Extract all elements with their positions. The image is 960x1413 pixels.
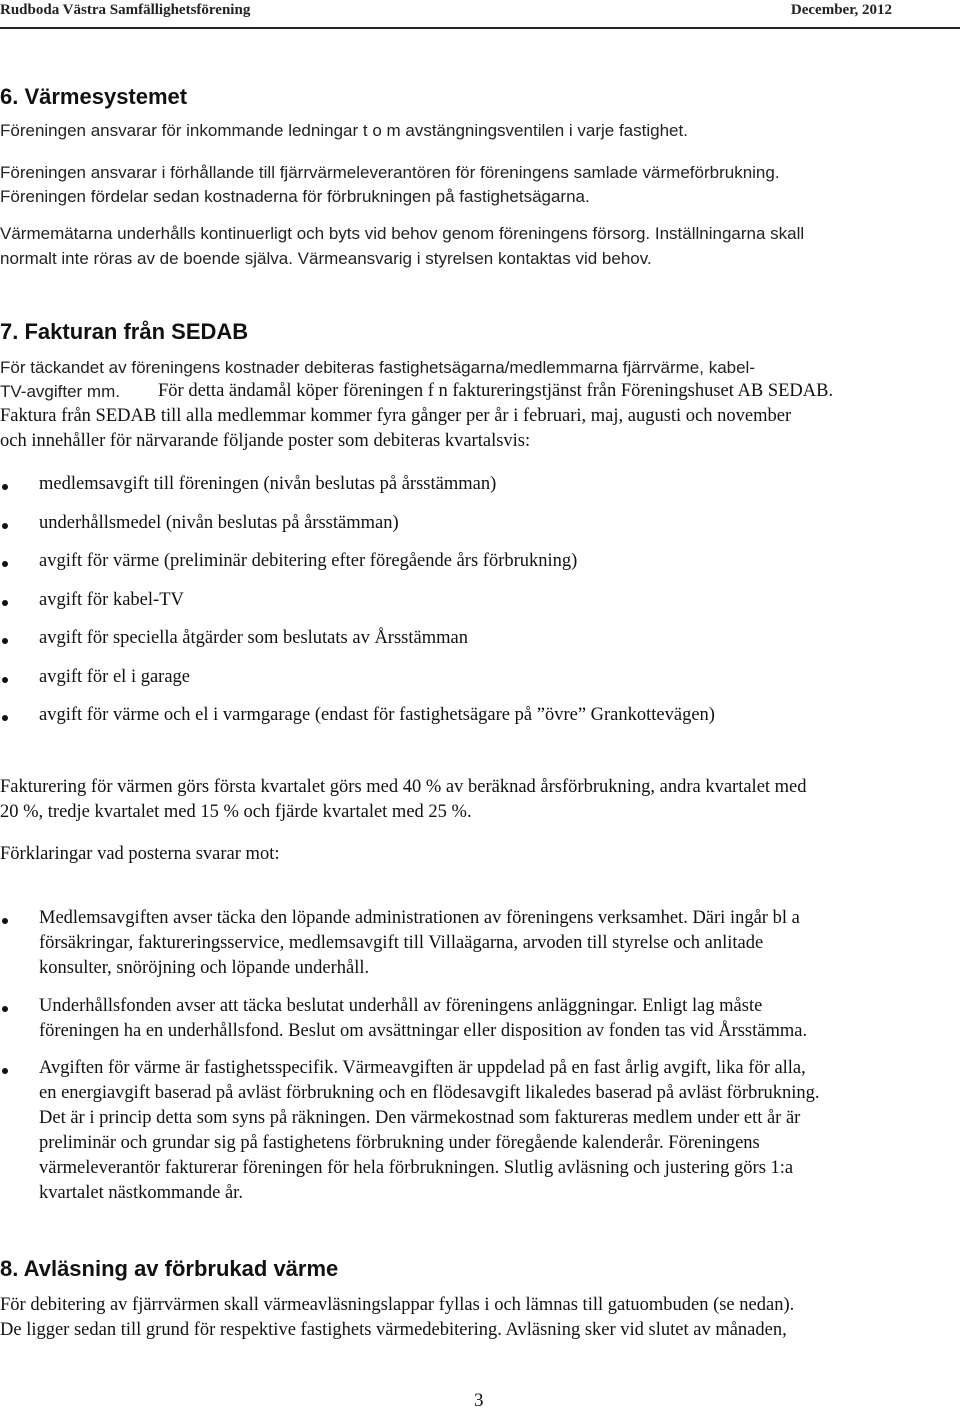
bullet-dot [2, 715, 8, 721]
invoice-item: avgift för el i garage [39, 667, 191, 687]
invoice-item: avgift för speciella åtgärder som beslutats av Årsstämman [39, 628, 468, 648]
explanation-3-line-1: Avgiften för värme är fastighetsspecifik. Värmeavgiften är uppdelad på en fast årlig avgift, lika för alla, [39, 1058, 806, 1078]
invoice-item: underhållsmedel (nivån beslutas på årsstämman) [39, 513, 399, 533]
bullet-dot [2, 1068, 8, 1074]
explanation-3-line-3: Det är i princip detta som syns på räkningen. Den värmekostnad som faktureras medlem under ett år är [39, 1108, 801, 1128]
explanation-1-line-2: försäkringar, faktureringsservice, medlemsavgift till Villaägarna, arvoden till styrelse och anlitade [39, 933, 764, 953]
s6-paragraph-2-line-1: Föreningen ansvarar i förhållande till fjärrvärmeleverantören för föreningens samlade värmeförbrukning. [0, 163, 780, 182]
invoice-item: avgift för kabel-TV [39, 590, 184, 610]
explanation-3-line-2: en energiavgift baserad på avläst förbrukning och en flödesavgift likaledes baserad på avläst förbrukning. [39, 1083, 820, 1103]
s6-paragraph-2-line-2: Föreningen fördelar sedan kostnaderna för förbrukningen på fastighetsägarna. [0, 187, 590, 206]
section-7-heading: 7. Fakturan från SEDAB [0, 319, 249, 344]
invoice-item: medlemsavgift till föreningen (nivån beslutas på årsstämman) [39, 474, 497, 494]
s7-intro-line-4: Faktura från SEDAB till alla medlemmar kommer fyra gånger per år i februari, maj, augusti och november [0, 406, 792, 426]
invoice-item: avgift för värme och el i varmgarage (endast för fastighetsägare på ”övre” Grankottevägen) [39, 705, 715, 725]
invoice-item: avgift för värme (preliminär debitering efter föregående års förbrukning) [39, 551, 578, 571]
bullet-dot [2, 523, 8, 529]
s6-paragraph-3-line-2: normalt inte röras av de boende själva. Värmeansvarig i styrelsen kontaktas vid behov. [0, 249, 652, 268]
explanation-2-line-2: föreningen ha en underhållsfond. Beslut om avsättningar eller disposition av fonden tas vid Årsstämma. [39, 1021, 808, 1041]
header-association-name: Rudboda Västra Samfällighetsförening [0, 2, 251, 18]
billing-line-2: 20 %, tredje kvartalet med 15 % och fjärde kvartalet med 25 %. [0, 802, 472, 822]
bullet-dot [2, 484, 8, 490]
s7-intro-line-3: För detta ändamål köper föreningen f n faktureringstjänst från Föreningshuset AB SEDAB. [158, 381, 834, 401]
s7-intro-line-1: För täckandet av föreningens kostnader debiteras fastighetsägarna/medlemmarna fjärrvärme, kabel- [0, 358, 755, 377]
bullet-dot [2, 600, 8, 606]
explanations-label: Förklaringar vad posterna svarar mot: [0, 844, 280, 864]
page-number: 3 [474, 1390, 484, 1411]
s8-paragraph-line-2: De ligger sedan till grund för respektive fastighets värmedebitering. Avläsning sker vid slutet av månaden, [0, 1320, 787, 1340]
header-rule [0, 27, 960, 29]
section-8-heading: 8. Avläsning av förbrukad värme [0, 1256, 339, 1281]
bullet-dot [2, 677, 8, 683]
billing-line-1: Fakturering för värmen görs första kvartalet görs med 40 % av beräknad årsförbrukning, andra kvartalet med [0, 777, 807, 797]
bullet-dot [2, 638, 8, 644]
s7-intro-line-5: och innehåller för närvarande följande poster som debiteras kvartalsvis: [0, 431, 531, 451]
explanation-1-line-1: Medlemsavgiften avser täcka den löpande administrationen av föreningens verksamhet. Däri ingår bl a [39, 908, 800, 928]
explanation-1-line-3: konsulter, snöröjning och löpande underhåll. [39, 958, 370, 978]
bullet-dot [2, 918, 8, 924]
explanation-3-line-4: preliminär och grundar sig på fastighetens förbrukning under föregående kalenderår. Föreningens [39, 1133, 760, 1153]
s6-paragraph-1: Föreningen ansvarar för inkommande ledningar t o m avstängningsventilen i varje fastighet. [0, 121, 688, 140]
explanation-3-line-5: värmeleverantör fakturerar föreningen för hela förbrukningen. Slutlig avläsning och justering görs 1:a [39, 1158, 794, 1178]
bullet-dot [2, 1006, 8, 1012]
bullet-dot [2, 561, 8, 567]
explanation-2-line-1: Underhållsfonden avser att täcka beslutat underhåll av föreningens anläggningar. Enligt lag måste [39, 996, 763, 1016]
s8-paragraph-line-1: För debitering av fjärrvärmen skall värmeavläsningslappar fyllas i och lämnas till gatuombuden (se nedan). [0, 1295, 795, 1315]
explanation-3-line-6: kvartalet nästkommande år. [39, 1183, 243, 1203]
header-date: December, 2012 [790, 2, 892, 18]
s6-paragraph-3-line-1: Värmemätarna underhålls kontinuerligt och byts vid behov genom föreningens försorg. Inställningarna skall [0, 224, 805, 243]
section-6-heading: 6. Värmesystemet [0, 84, 188, 109]
s7-intro-line-2: TV-avgifter mm. [0, 382, 120, 401]
